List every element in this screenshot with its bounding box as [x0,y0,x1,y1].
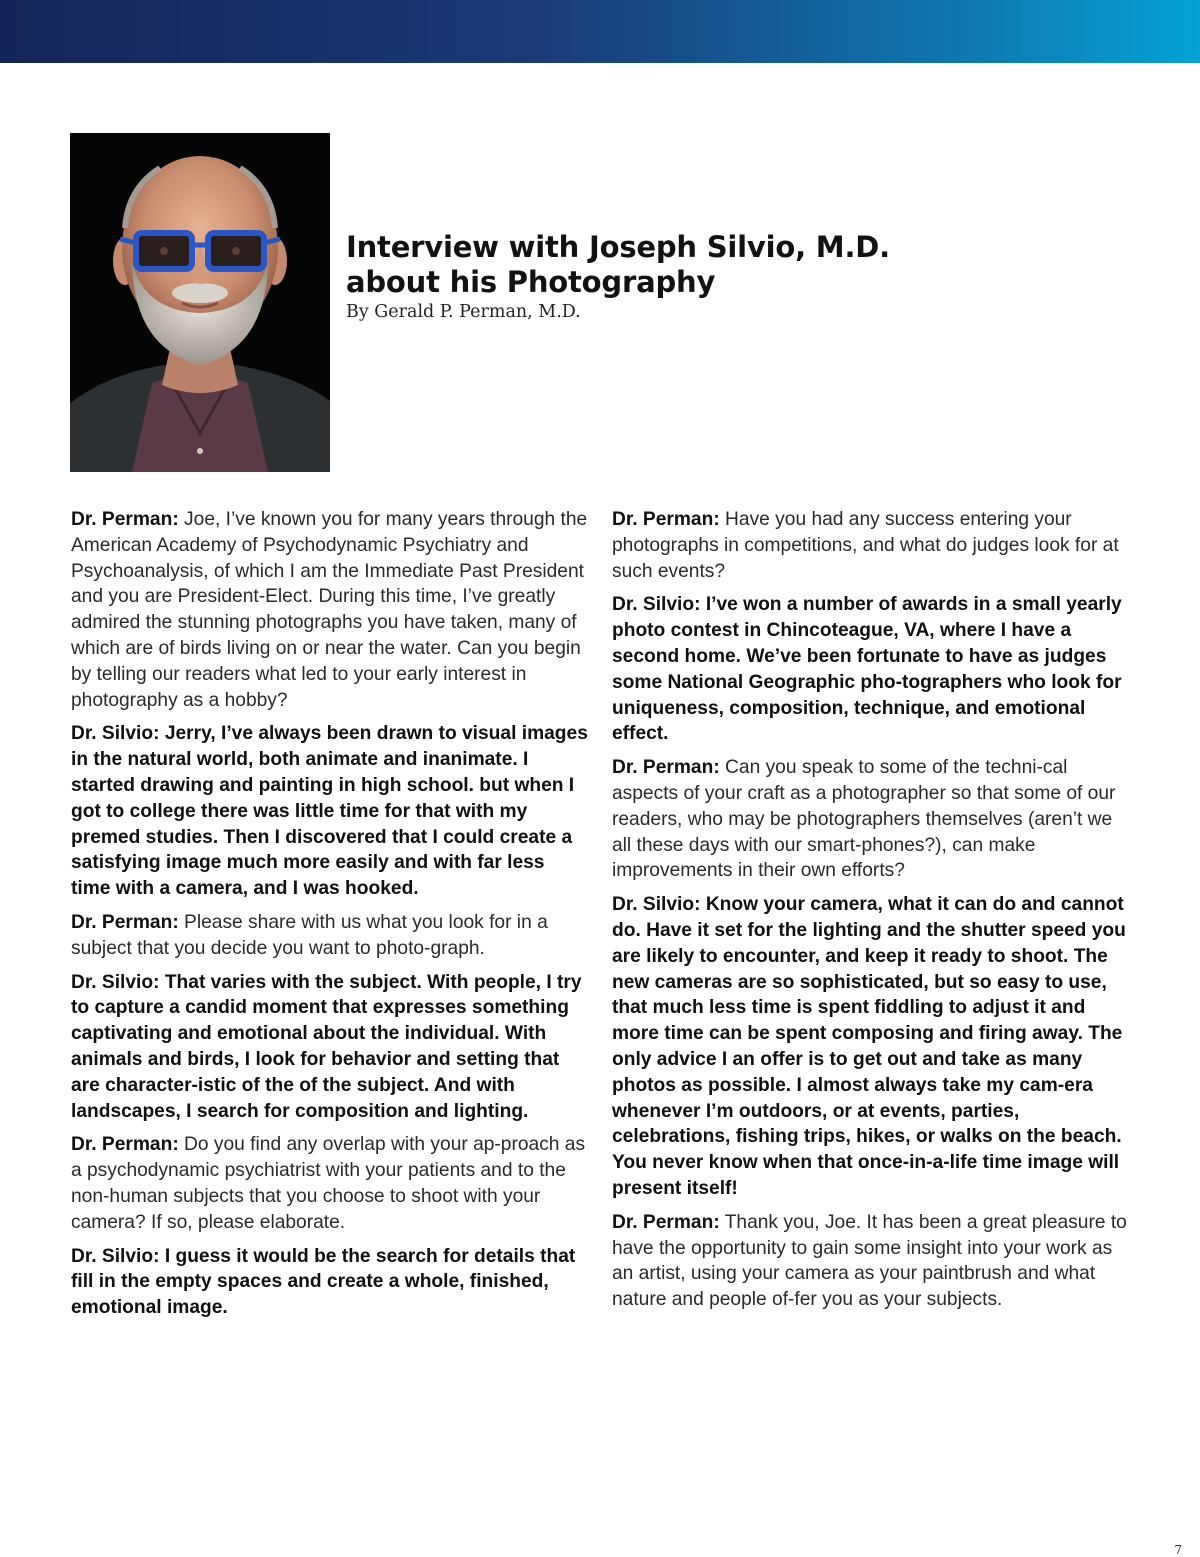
question-text: Please share with us what you look for in a subject that you decide you want to photo-graph. [71,911,548,959]
right-column [612,507,1132,1321]
question-paragraph [71,1132,588,1235]
article-title-line-1: Interview with Joseph Silvio, M.D. [346,230,890,264]
question-paragraph [71,507,588,713]
question-text: Joe, I’ve known you for many years through the American Academy of Psychodynamic Psychiatry and Psychoanalysis, of which I am the Immediate Past President and you are President-Elect. During this time, I’ve greatly admired the stunning photographs you have taken, many of which are of birds living on or near the water. Can you begin by telling our readers what led to your early interest in photography as a hobby? [71,509,588,711]
left-column [71,507,588,1329]
article-byline: By Gerald P. Perman, M.D. [346,302,581,322]
speaker-label: Dr. Perman: [71,1134,179,1156]
header-gradient-bar [0,0,1200,63]
answer-paragraph: Dr. Silvio: I guess it would be the search for details that fill in the empty spaces and create a whole, finished, emotional image. [71,1245,576,1319]
portrait-photo [70,133,330,472]
article-title [346,230,1046,300]
answer-paragraph: Dr. Silvio: I’ve won a number of awards in a small yearly photo contest in Chincoteague, VA, where I have a second home. We’ve been fortunate to have as judges some National Geographic pho-tographers who look for uniqueness, composition, technique, and emotional effect. [612,594,1122,745]
article-header [346,230,1046,323]
portrait-illustration [70,133,330,472]
answer-paragraph: Dr. Silvio: Jerry, I’ve always been drawn to visual images in the natural world, both animate and inanimate. I started drawing and painting in high school. but when I got to college there was little time for that with my premed studies. Then I discovered that I could create a satisfying image much more easily and with far less time with a camera, and I was hooked. [71,723,588,900]
question-paragraph [612,507,1132,584]
question-text: Thank you, Joe. It has been a great pleasure to have the opportunity to gain some insight into your work as an artist, using your camera as your paintbrush and what nature and people of-fer you as your subjects. [612,1211,1127,1311]
article-title-line-2: about his Photography [346,265,716,299]
question-paragraph [612,1210,1132,1313]
speaker-label: Dr. Perman: [71,911,179,933]
speaker-label: Dr. Perman: [612,1211,720,1233]
speaker-label: Dr. Perman: [612,757,720,779]
speaker-label: Dr. Perman: [71,509,179,530]
answer-paragraph: Dr. Silvio: Know your camera, what it can do and cannot do. Have it set for the lighting and the shutter speed you are likely to encounter, and keep it ready to shoot. The new cameras are so sophisticated, but so easy to use, that much less time is spent fiddling to adjust it and more time can be spent composing and firing away. The only advice I an offer is to get out and take as many photos as possible. I almost always take my cam-era whenever I’m outdoors, or at events, parties, celebrations, fishing trips, hikes, or walks on the beach. You never know when that once-in-a-life time image will present itself! [612,894,1126,1199]
question-text: Do you find any overlap with your ap-proach as a psychodynamic psychiatrist with your patients and to the non-human subjects that you choose to shoot with your camera? If so, please elaborate. [71,1134,586,1233]
answer-paragraph: Dr. Silvio: That varies with the subject. With people, I try to capture a candid moment that expresses something captivating and emotional about the individual. With animals and birds, I look for behavior and setting that are character-istic of the of the subject. And with landscapes, I search for composition and lighting. [71,971,582,1122]
page-number: 7 [1174,1543,1182,1557]
question-paragraph [612,755,1132,884]
question-paragraph [71,910,588,962]
speaker-label: Dr. Perman: [612,509,720,530]
question-text: Can you speak to some of the techni-cal aspects of your craft as a photographer so that some of our readers, who may be photographers themselves (aren’t we all these days with our smart-phones?), can make improvements in their own efforts? [612,757,1116,882]
question-text: Have you had any success entering your photographs in competitions, and what do judges look for at such events? [612,509,1119,582]
